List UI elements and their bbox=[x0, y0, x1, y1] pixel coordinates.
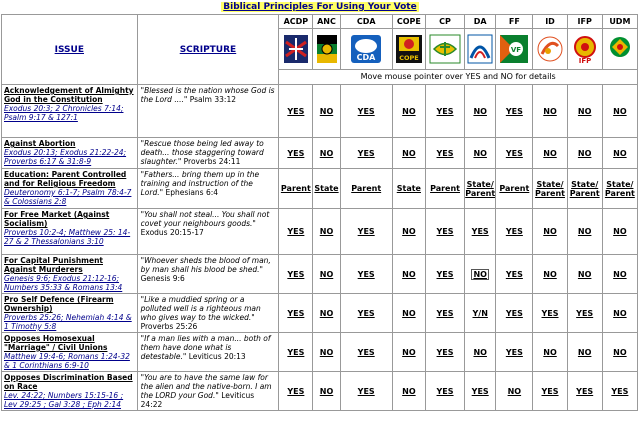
vote-link[interactable]: NO bbox=[577, 347, 592, 357]
vote-link[interactable]: YES bbox=[287, 227, 305, 236]
vote-cell-acdp[interactable] bbox=[279, 255, 313, 294]
vote-cell-ifp[interactable] bbox=[567, 372, 602, 411]
scripture-quote: "You shall not steal... You shall not covet your neighbours goods." bbox=[140, 210, 270, 228]
id-logo-icon bbox=[536, 34, 564, 64]
issue-references-link[interactable]: Proverbs 25:26; Nehemiah 4:14 & 1 Timothy 5:8 bbox=[4, 313, 132, 331]
party-name-da: DA bbox=[465, 15, 496, 29]
vote-cell-da[interactable] bbox=[465, 169, 496, 209]
vote-link[interactable]: NO bbox=[319, 106, 334, 116]
vote-link[interactable]: NO bbox=[319, 227, 334, 236]
vote-cell-cp[interactable] bbox=[425, 333, 464, 372]
vote-link[interactable]: NO bbox=[319, 386, 334, 396]
vote-link[interactable]: NO bbox=[402, 269, 416, 279]
vote-cell-anc[interactable] bbox=[313, 372, 340, 411]
vote-cell-da[interactable] bbox=[465, 255, 496, 294]
vote-link[interactable]: NO bbox=[402, 347, 416, 357]
vote-link[interactable]: NO bbox=[577, 148, 592, 158]
issue-title-link[interactable]: Against Abortion bbox=[4, 139, 76, 148]
vote-cell-udm[interactable] bbox=[602, 169, 637, 209]
scripture-cell bbox=[137, 85, 279, 138]
vote-link[interactable]: NO bbox=[402, 227, 416, 236]
vote-link[interactable]: NO bbox=[543, 227, 557, 236]
vote-cell-cope[interactable] bbox=[392, 294, 425, 333]
vote-cell-id[interactable] bbox=[533, 209, 567, 255]
vote-link[interactable]: NO bbox=[473, 269, 487, 279]
issue-references-link[interactable]: Deuteronomy 6:1-7; Psalm 78:4-7 & Colossians 2:8 bbox=[4, 188, 132, 206]
issue-header: ISSUE bbox=[2, 15, 138, 85]
vote-cell-cope[interactable] bbox=[392, 138, 425, 169]
vote-link[interactable]: YES bbox=[576, 386, 594, 396]
vote-link[interactable]: State/ Parent bbox=[465, 179, 496, 198]
vote-cell-cope[interactable] bbox=[392, 85, 425, 138]
issue-title-link[interactable]: Opposes Discrimination Based on Race bbox=[4, 373, 133, 391]
issue-cell bbox=[2, 255, 138, 294]
da-logo[interactable] bbox=[465, 29, 496, 70]
vote-cell-cope[interactable] bbox=[392, 209, 425, 255]
vote-cell-cp[interactable] bbox=[425, 138, 464, 169]
vote-cell-anc[interactable] bbox=[313, 138, 340, 169]
acdp-logo[interactable] bbox=[279, 29, 313, 70]
vote-cell-id[interactable] bbox=[533, 372, 567, 411]
scripture-header: SCRIPTURE bbox=[137, 15, 279, 85]
vote-link[interactable]: NO bbox=[613, 308, 627, 318]
vote-cell-cda[interactable] bbox=[340, 294, 392, 333]
vote-cell-ifp[interactable] bbox=[567, 255, 602, 294]
vote-link[interactable]: NO bbox=[319, 148, 334, 158]
vote-cell-id[interactable] bbox=[533, 333, 567, 372]
vote-link[interactable]: YES bbox=[357, 347, 375, 357]
vote-link[interactable]: YES bbox=[287, 269, 305, 279]
cda-logo-icon bbox=[350, 34, 382, 64]
title-bar bbox=[0, 0, 640, 14]
vote-link[interactable]: NO bbox=[577, 106, 592, 116]
party-name-cda: CDA bbox=[340, 15, 392, 29]
party-name-cp: CP bbox=[425, 15, 464, 29]
vote-link[interactable]: Parent bbox=[499, 184, 530, 193]
vote-link[interactable]: State/ Parent bbox=[535, 179, 565, 198]
voting-table bbox=[1, 14, 638, 411]
vote-cell-udm[interactable] bbox=[602, 255, 637, 294]
party-name-ff: FF bbox=[496, 15, 533, 29]
party-name-id: ID bbox=[533, 15, 567, 29]
table-row bbox=[2, 85, 638, 138]
vote-cell-acdp[interactable] bbox=[279, 209, 313, 255]
vote-cell-udm[interactable] bbox=[602, 294, 637, 333]
issue-references-link[interactable]: Proverbs 10:2-4; Matthew 25: 14-27 & 2 Thessalonians 3:10 bbox=[4, 228, 131, 246]
scripture-reference: Exodus 20:15-17 bbox=[140, 228, 204, 237]
vote-cell-cp[interactable] bbox=[425, 209, 464, 255]
party-name-cope: COPE bbox=[392, 15, 425, 29]
scripture-cell bbox=[137, 169, 279, 209]
vote-cell-cp[interactable] bbox=[425, 255, 464, 294]
vote-link[interactable]: NO bbox=[402, 386, 416, 396]
table-row bbox=[2, 169, 638, 209]
vote-link[interactable]: Y/N bbox=[472, 308, 488, 318]
scripture-cell bbox=[137, 138, 279, 169]
vote-cell-anc[interactable] bbox=[313, 294, 340, 333]
table-row bbox=[2, 294, 638, 333]
vote-link[interactable]: YES bbox=[357, 269, 375, 279]
vote-link[interactable]: YES bbox=[436, 308, 454, 318]
vote-link[interactable]: NO bbox=[613, 148, 627, 158]
scripture-reference: Proverbs 24:11 bbox=[183, 157, 241, 166]
vote-cell-acdp[interactable] bbox=[279, 333, 313, 372]
issue-cell bbox=[2, 209, 138, 255]
vote-cell-cope[interactable] bbox=[392, 333, 425, 372]
scripture-reference: Leviticus 20:13 bbox=[188, 352, 246, 361]
scripture-reference: Leviticus 24:22 bbox=[140, 391, 255, 409]
scripture-cell bbox=[137, 255, 279, 294]
svg-text:IFP: IFP bbox=[578, 57, 591, 64]
issue-title-link[interactable]: Opposes Homosexual "Marriage" / Civil Unions bbox=[4, 334, 108, 352]
vote-cell-anc[interactable] bbox=[313, 333, 340, 372]
vote-link[interactable]: State/ Parent bbox=[569, 179, 600, 198]
vote-cell-da[interactable] bbox=[465, 372, 496, 411]
udm-logo-icon bbox=[606, 34, 634, 64]
vote-link[interactable]: YES bbox=[541, 308, 559, 318]
anc-logo-icon bbox=[316, 34, 338, 64]
vote-link[interactable]: YES bbox=[505, 347, 523, 357]
vote-cell-ifp[interactable] bbox=[567, 294, 602, 333]
vote-cell-ff[interactable] bbox=[496, 294, 533, 333]
vote-link[interactable]: State bbox=[396, 184, 421, 193]
vote-link[interactable]: NO bbox=[543, 106, 557, 116]
vote-link[interactable]: YES bbox=[357, 227, 375, 236]
vote-cell-anc[interactable] bbox=[313, 255, 340, 294]
vote-link[interactable]: NO bbox=[543, 269, 557, 279]
vote-cell-udm[interactable] bbox=[602, 209, 637, 255]
vote-cell-id[interactable] bbox=[533, 294, 567, 333]
vote-cell-cda[interactable] bbox=[340, 169, 392, 209]
vote-link[interactable]: Parent bbox=[280, 184, 311, 193]
vote-cell-ifp[interactable] bbox=[567, 333, 602, 372]
vote-link[interactable]: Parent bbox=[351, 184, 382, 193]
vote-cell-cp[interactable] bbox=[425, 294, 464, 333]
vote-link[interactable]: NO bbox=[402, 308, 416, 318]
vote-link[interactable]: NO bbox=[319, 308, 334, 318]
vote-link[interactable]: NO bbox=[577, 269, 592, 279]
party-name-acdp: ACDP bbox=[279, 15, 313, 29]
issue-cell bbox=[2, 138, 138, 169]
vote-link[interactable]: YES bbox=[436, 148, 454, 158]
issue-title-link[interactable]: For Capital Punishment Against Murderers bbox=[4, 256, 103, 274]
scripture-quote: "Like a muddied spring or a polluted well is a righteous man who gives way to the wicked." bbox=[140, 295, 261, 322]
vote-link[interactable]: YES bbox=[436, 386, 454, 396]
vote-cell-da[interactable] bbox=[465, 294, 496, 333]
vote-cell-da[interactable] bbox=[465, 85, 496, 138]
issue-title-link[interactable]: For Free Market (Against Socialism) bbox=[4, 210, 110, 228]
vote-link[interactable]: NO bbox=[543, 347, 557, 357]
scripture-reference: Proverbs 25:26 bbox=[140, 322, 198, 331]
vote-cell-acdp[interactable] bbox=[279, 294, 313, 333]
vote-link[interactable]: NO bbox=[319, 269, 334, 279]
vote-cell-ff[interactable] bbox=[496, 169, 533, 209]
vote-cell-cp[interactable] bbox=[425, 169, 464, 209]
vote-link[interactable]: NO bbox=[577, 227, 592, 236]
vote-cell-id[interactable] bbox=[533, 138, 567, 169]
table-row bbox=[2, 333, 638, 372]
vote-cell-cope[interactable] bbox=[392, 372, 425, 411]
vote-cell-cda[interactable] bbox=[340, 138, 392, 169]
page-title: Biblical Principles For Using Your Vote bbox=[223, 2, 417, 12]
issue-references-link[interactable]: Lev. 24:22; Numbers 15:15-16 ; Lev 29:25 ; Gal 3:28 ; Eph 2:14 bbox=[4, 391, 124, 409]
issue-cell bbox=[2, 169, 138, 209]
vote-cell-id[interactable] bbox=[533, 85, 567, 138]
issue-cell bbox=[2, 372, 138, 411]
vote-cell-cp[interactable] bbox=[425, 372, 464, 411]
scripture-reference: Psalm 33:12 bbox=[189, 95, 236, 104]
issue-title-link[interactable]: Education: Parent Controlled and for Religious Freedom bbox=[4, 170, 127, 188]
cp-logo-icon bbox=[429, 34, 461, 64]
scripture-cell bbox=[137, 372, 279, 411]
vote-cell-cp[interactable] bbox=[425, 85, 464, 138]
issue-cell bbox=[2, 85, 138, 138]
scripture-quote: "Blessed is the nation whose God is the Lord ...." bbox=[140, 86, 275, 104]
vote-cell-da[interactable] bbox=[465, 333, 496, 372]
vote-cell-ifp[interactable] bbox=[567, 85, 602, 138]
cope-logo[interactable] bbox=[392, 29, 425, 70]
vote-cell-cda[interactable] bbox=[340, 333, 392, 372]
vote-link[interactable]: Parent bbox=[430, 184, 460, 193]
vote-link[interactable]: YES bbox=[611, 386, 629, 396]
svg-text:COPE: COPE bbox=[399, 54, 419, 62]
table-row bbox=[2, 372, 638, 411]
vote-cell-acdp[interactable] bbox=[279, 372, 313, 411]
issue-references-link[interactable]: Matthew 19:4-6; Romans 1:24-32 & 1 Corinthians 6:9-10 bbox=[4, 352, 130, 370]
issue-references-link[interactable]: Genesis 9:6; Exodus 21:12-16; Numbers 35:33 & Romans 13:4 bbox=[4, 274, 123, 292]
vote-cell-ff[interactable] bbox=[496, 209, 533, 255]
issue-title-link[interactable]: Pro Self Defence (Firearm Ownership) bbox=[4, 295, 114, 313]
vote-link[interactable]: YES bbox=[471, 386, 489, 396]
vote-link[interactable]: NO bbox=[613, 106, 627, 116]
vote-link[interactable]: YES bbox=[471, 227, 489, 236]
vote-link[interactable]: YES bbox=[436, 269, 454, 279]
vote-cell-ff[interactable] bbox=[496, 255, 533, 294]
vote-cell-anc[interactable] bbox=[313, 85, 340, 138]
vote-link[interactable]: YES bbox=[505, 269, 523, 279]
vote-cell-ff[interactable] bbox=[496, 138, 533, 169]
scripture-quote: "Whoever sheds the blood of man, by man shall his blood be shed." bbox=[140, 256, 271, 274]
vote-link[interactable]: YES bbox=[505, 227, 523, 236]
instruction-note: Move mouse pointer over YES and NO for details bbox=[279, 70, 638, 85]
party-name-udm: UDM bbox=[602, 15, 637, 29]
issue-cell bbox=[2, 294, 138, 333]
vote-link[interactable]: State/ Parent bbox=[604, 179, 635, 198]
vote-cell-ifp[interactable] bbox=[567, 209, 602, 255]
scripture-reference: Ephesians 6:4 bbox=[165, 188, 219, 197]
vote-link[interactable]: YES bbox=[505, 308, 523, 318]
vote-cell-cope[interactable] bbox=[392, 255, 425, 294]
vote-link[interactable]: YES bbox=[505, 106, 523, 116]
vote-link[interactable]: YES bbox=[436, 106, 454, 116]
scripture-cell bbox=[137, 333, 279, 372]
vote-cell-cda[interactable] bbox=[340, 209, 392, 255]
vote-cell-cope[interactable] bbox=[392, 169, 425, 209]
ifp-logo[interactable] bbox=[567, 29, 602, 70]
ifp-logo-icon bbox=[570, 34, 600, 64]
scripture-quote: "Fathers... bring them up in the training and instruction of the Lord." bbox=[140, 170, 260, 197]
vote-cell-anc[interactable] bbox=[313, 169, 340, 209]
vote-cell-acdp[interactable] bbox=[279, 85, 313, 138]
vote-cell-da[interactable] bbox=[465, 209, 496, 255]
vote-link[interactable]: YES bbox=[287, 386, 305, 396]
vote-cell-udm[interactable] bbox=[602, 333, 637, 372]
vote-cell-acdp[interactable] bbox=[279, 169, 313, 209]
table-row bbox=[2, 255, 638, 294]
vote-link[interactable]: YES bbox=[287, 347, 305, 357]
vote-link[interactable]: NO bbox=[543, 148, 557, 158]
vote-link[interactable]: YES bbox=[576, 308, 594, 318]
vote-link[interactable]: State bbox=[314, 184, 339, 193]
party-name-anc: ANC bbox=[313, 15, 340, 29]
vote-cell-udm[interactable] bbox=[602, 85, 637, 138]
vote-cell-id[interactable] bbox=[533, 169, 567, 209]
scripture-quote: "If a man lies with a man... both of them have done what is detestable." bbox=[140, 334, 271, 361]
issue-references-link[interactable]: Exodus 20:13; Exodus 21:22-24; Proverbs 6:17 & 31:8-9 bbox=[4, 148, 127, 166]
acdp-logo-icon bbox=[283, 34, 309, 64]
vote-link[interactable]: NO bbox=[319, 347, 334, 357]
vote-link[interactable]: NO bbox=[473, 347, 487, 357]
vote-link[interactable]: YES bbox=[541, 386, 559, 396]
issue-references-link[interactable]: Exodus 20:3; 2 Chronicles 7:14; Psalm 9:17 & 127:1 bbox=[4, 104, 124, 122]
scripture-quote: "You are to have the same law for the alien and the native-born. I am the LORD your God." bbox=[140, 373, 272, 400]
vote-link[interactable]: YES bbox=[287, 308, 305, 318]
vote-cell-ff[interactable] bbox=[496, 372, 533, 411]
scripture-cell bbox=[137, 209, 279, 255]
vote-link[interactable]: YES bbox=[287, 148, 305, 158]
table-row bbox=[2, 209, 638, 255]
cp-logo[interactable] bbox=[425, 29, 464, 70]
ff-logo[interactable] bbox=[496, 29, 533, 70]
vote-cell-udm[interactable] bbox=[602, 138, 637, 169]
id-logo[interactable] bbox=[533, 29, 567, 70]
vote-link[interactable]: NO bbox=[402, 148, 416, 158]
vote-link[interactable]: NO bbox=[473, 148, 487, 158]
vote-cell-anc[interactable] bbox=[313, 209, 340, 255]
scripture-cell bbox=[137, 294, 279, 333]
vote-link[interactable]: NO bbox=[613, 227, 627, 236]
svg-text:VF: VF bbox=[511, 46, 522, 54]
vote-link[interactable]: NO bbox=[402, 106, 416, 116]
vote-cell-ifp[interactable] bbox=[567, 169, 602, 209]
ff-logo-icon bbox=[499, 34, 529, 64]
svg-text:CDA: CDA bbox=[356, 53, 376, 62]
vote-link[interactable]: NO bbox=[613, 347, 627, 357]
vote-cell-da[interactable] bbox=[465, 138, 496, 169]
vote-cell-id[interactable] bbox=[533, 255, 567, 294]
issue-title-link[interactable]: Acknowledgement of Almighty God in the Constitution bbox=[4, 86, 134, 104]
da-logo-icon bbox=[467, 34, 493, 64]
vote-link[interactable]: YES bbox=[436, 347, 454, 357]
vote-cell-cda[interactable] bbox=[340, 372, 392, 411]
vote-link[interactable]: YES bbox=[287, 106, 305, 116]
scripture-quote: "Rescue those being led away to death... those staggering toward slaughter." bbox=[140, 139, 264, 166]
udm-logo[interactable] bbox=[602, 29, 637, 70]
vote-link[interactable]: YES bbox=[357, 308, 375, 318]
vote-link[interactable]: YES bbox=[505, 148, 523, 158]
cope-logo-icon bbox=[395, 34, 423, 64]
vote-link[interactable]: YES bbox=[357, 106, 375, 116]
vote-cell-ff[interactable] bbox=[496, 333, 533, 372]
vote-link[interactable]: NO bbox=[473, 106, 487, 116]
issue-cell bbox=[2, 333, 138, 372]
vote-cell-ifp[interactable] bbox=[567, 138, 602, 169]
vote-cell-udm[interactable] bbox=[602, 372, 637, 411]
vote-link[interactable]: NO bbox=[507, 386, 522, 396]
vote-link[interactable]: NO bbox=[613, 269, 627, 279]
scripture-reference: Genesis 9:6 bbox=[140, 274, 185, 283]
vote-link[interactable]: YES bbox=[436, 227, 454, 236]
vote-cell-acdp[interactable] bbox=[279, 138, 313, 169]
vote-cell-cda[interactable] bbox=[340, 85, 392, 138]
anc-logo[interactable] bbox=[313, 29, 340, 70]
party-name-ifp: IFP bbox=[567, 15, 602, 29]
vote-cell-cda[interactable] bbox=[340, 255, 392, 294]
table-row bbox=[2, 138, 638, 169]
vote-link[interactable]: YES bbox=[357, 148, 375, 158]
cda-logo[interactable] bbox=[340, 29, 392, 70]
vote-link[interactable]: YES bbox=[357, 386, 375, 396]
vote-cell-ff[interactable] bbox=[496, 85, 533, 138]
